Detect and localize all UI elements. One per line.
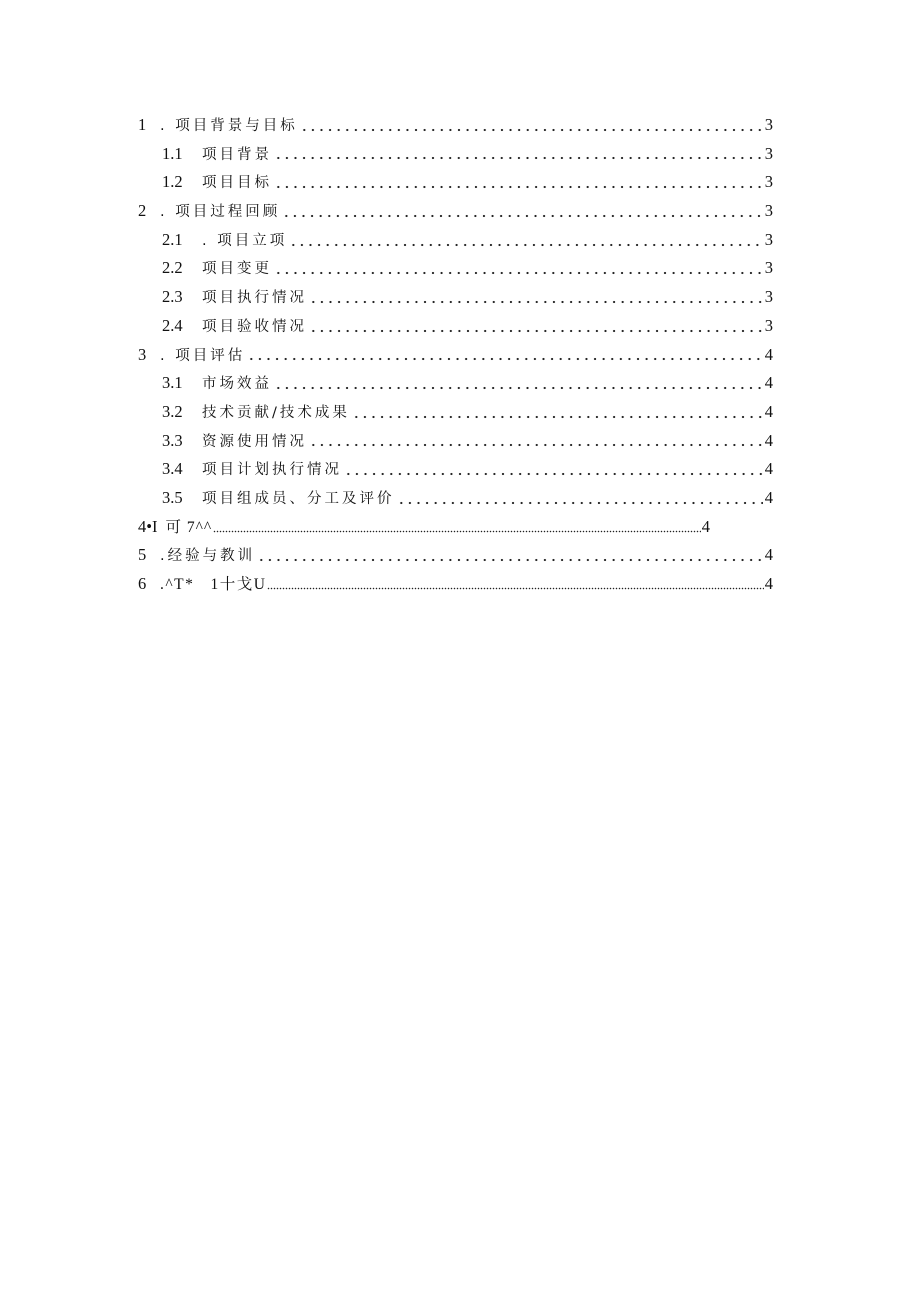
- toc-entry-page: 4: [764, 344, 773, 364]
- toc-entry-title: .^T* 1十戈U: [160, 576, 267, 593]
- toc-entry-page: 4: [764, 574, 773, 593]
- toc-entry-title: . 项目立项: [202, 232, 288, 249]
- toc-entry-number: 2.4: [162, 315, 183, 335]
- toc-entry[interactable]: [138, 513, 710, 542]
- toc-entry-title: 资源使用情况: [202, 433, 307, 450]
- dot-leader: [282, 197, 763, 226]
- toc-entry[interactable]: [138, 484, 773, 513]
- toc-entry[interactable]: [138, 111, 773, 140]
- toc-entry[interactable]: [138, 283, 773, 312]
- toc-entry-page: 4: [764, 401, 773, 421]
- toc-entry-number: 3: [138, 344, 147, 364]
- toc-entry-page: 3: [764, 229, 773, 249]
- toc-entry-number: 4•I: [138, 516, 158, 536]
- toc-entry-title: 技术贡献/技术成果: [202, 404, 350, 421]
- toc-entry-title: 项目变更: [202, 261, 272, 278]
- toc-entry-title: 项目目标: [202, 175, 272, 192]
- dot-leader: [274, 254, 763, 283]
- dot-leader: [213, 513, 701, 542]
- dot-leader: [274, 168, 763, 197]
- toc-entry-number: 2.3: [162, 287, 183, 307]
- toc-entry-title: . 项目过程回顾: [160, 204, 281, 221]
- toc-entry-title: 市场效益: [202, 376, 272, 393]
- toc-entry-number: 3.5: [162, 487, 183, 507]
- toc-entry-title: 项目组成员、分工及评价: [202, 490, 395, 507]
- dot-leader: [397, 484, 763, 513]
- toc-entry[interactable]: [138, 455, 773, 484]
- toc-entry-number: 6: [138, 574, 147, 593]
- toc-entry-number: 1.2: [162, 172, 183, 192]
- toc-entry-title: 项目背景: [202, 146, 272, 163]
- toc-entry-page: 4: [764, 373, 773, 393]
- toc-entry-title: 可 7^^: [165, 518, 213, 536]
- toc-entry-page: 3: [764, 201, 773, 221]
- toc-entry-page: 3: [764, 287, 773, 307]
- toc-entry-title: 项目执行情况: [202, 290, 307, 307]
- toc-entry[interactable]: [138, 541, 773, 570]
- toc-entry[interactable]: [138, 369, 773, 398]
- toc-entry[interactable]: [138, 226, 773, 255]
- toc-entry-title: 项目计划执行情况: [202, 462, 342, 479]
- toc-entry-number: 5: [138, 545, 147, 565]
- toc-entry[interactable]: [138, 312, 773, 341]
- toc-entry-page: 3: [764, 315, 773, 335]
- dot-leader: [352, 398, 763, 427]
- toc-entry-number: 2.1: [162, 229, 183, 249]
- toc-entry-page: 4: [764, 430, 773, 450]
- toc-entry-number: 3.4: [162, 459, 183, 479]
- dot-leader: [274, 369, 763, 398]
- toc-entry-title: 项目验收情况: [202, 318, 307, 335]
- table-of-contents: [138, 111, 773, 599]
- toc-entry[interactable]: [138, 427, 773, 456]
- toc-entry-title: . 项目评估: [160, 347, 246, 364]
- toc-entry[interactable]: [138, 254, 773, 283]
- toc-entry-page: 4: [764, 545, 773, 565]
- toc-entry[interactable]: [138, 168, 773, 197]
- toc-entry-number: 1.1: [162, 143, 183, 163]
- toc-entry-number: 3.1: [162, 373, 183, 393]
- dot-leader: [309, 312, 763, 341]
- toc-entry-page: 3: [764, 143, 773, 163]
- toc-entry-page: 3: [764, 115, 773, 134]
- toc-entry-page: 3: [764, 172, 773, 192]
- toc-entry[interactable]: [138, 197, 773, 226]
- dot-leader: [247, 341, 763, 370]
- dot-leader: [274, 140, 763, 169]
- toc-entry-page: 4: [764, 459, 773, 479]
- dot-leader: [289, 226, 763, 255]
- toc-entry-title: . 项目背景与目标: [160, 118, 298, 134]
- toc-entry-number: 2: [138, 201, 147, 221]
- toc-entry-number: 3.3: [162, 430, 183, 450]
- dot-leader: [309, 283, 763, 312]
- toc-entry-number: 1: [138, 115, 147, 134]
- toc-entry-page: 3: [764, 258, 773, 278]
- toc-entry[interactable]: [138, 398, 773, 427]
- dot-leader: [257, 541, 763, 570]
- toc-entry[interactable]: [138, 140, 773, 169]
- toc-entry[interactable]: [138, 570, 773, 599]
- toc-entry-number: 2.2: [162, 258, 183, 278]
- dot-leader: [344, 455, 763, 484]
- toc-entry-page: 4: [701, 516, 710, 536]
- dot-leader: [309, 427, 763, 456]
- dot-leader: [300, 111, 763, 140]
- toc-entry-page: 4: [764, 487, 773, 507]
- dot-leader: [267, 570, 763, 599]
- toc-entry-number: 3.2: [162, 401, 183, 421]
- toc-entry[interactable]: [138, 341, 773, 370]
- toc-entry-title: .经验与教训: [160, 548, 256, 565]
